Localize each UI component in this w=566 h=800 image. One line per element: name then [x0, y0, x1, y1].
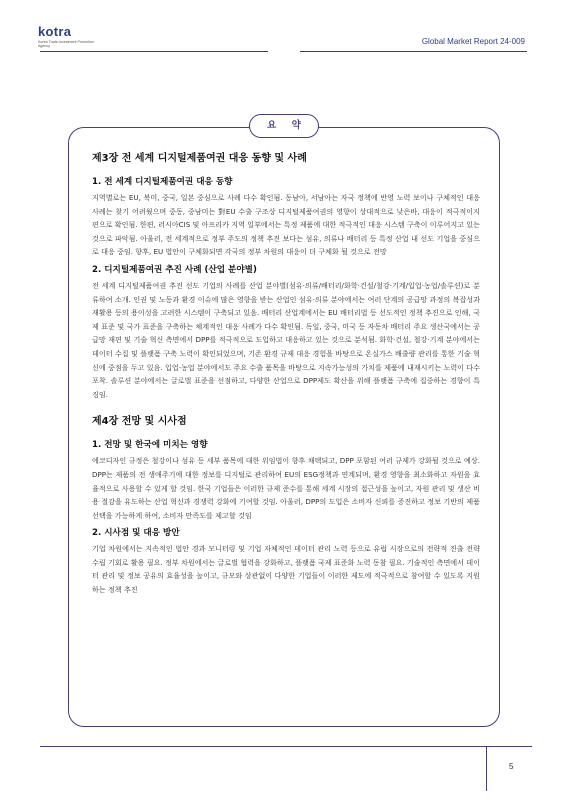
logo-wordmark: kotra — [38, 24, 72, 39]
section-3-2-title: 2. 디지털제품여권 추진 사례 (산업 분야별) — [92, 264, 257, 275]
chapter-3-title: 제3장 전 세계 디지털제품여권 대응 동향 및 사례 — [92, 153, 307, 164]
section-4-1-text: 에코디자인 규정은 철강이나 섬유 등 세부 품목에 대한 위임법이 향후 채택되고, DPP 포함된 여러 규제가 강화될 것으로 예상. DPP는 제품의 전 생애주기에 대한 정보를 디지털로 관리하여 EU의 ESG정책과 연계되며, 환경 영향을 최소화하고 자원을 효율적으로 사용할 수 있게 할 것임. 한국 기업들은 이러한 규제 준수를 통해 세계 시장의 접근성을 높이고, 자원 관리 및 생산 비용 절감을 유도하는 산업 혁신과 경쟁력 강화에 기여할 것임. 아울러, DPP의 도입은 소비자 신뢰를 증진하고 정보 기반의 제품 선택을 가능하게 하여, 소비자 만족도를 제고할 것임 — [92, 456, 480, 520]
footer-divider — [40, 746, 532, 747]
section-4-1-title: 1. 전망 및 한국에 미치는 영향 — [92, 440, 208, 451]
header-divider-left — [40, 51, 268, 52]
section-3-2-text: 전 세계 디지털제품여권 추진 선도 기업의 사례를 산업 분야별(섬유·의류/배터리/화학·건설/철강·기계/입업·농업/솔루션)로 분류하여 소개. 인권 및 노동과 환경 이슈에 많은 영향을 받는 산업인 섬유·의류 분야에서는 여러 단계의 공급망 과정의 복잡성과 재활용 등의 용이성을 고려한 시스템이 구축되고 있음. 배터리 산업계에서는 EU 배터리법 등 선도적인 정책 추진으로 인해, 국제 표준 및 국가 표준을 구축하는 체계적인 대응 사례가 다수 확인됨. 독일, 중국, 미국 등 자동차 배터리 주요 생산국에서는 공급망 재편 및 기술 혁신 측면에서 DPP를 적극적으로 도입하고 대응하고 있는 것으로 분석됨. 화학·건설, 철강·기계 분야에서는 데이터 수집 및 플랫폼 구축 노력이 확인되었으며, 기존 환경 규제 대응 경험을 바탕으로 온실가스 배출량 관리를 통한 기술 혁신에 중점을 두고 있음. 입업·농업 분야에서도 주요 수출 품목을 바탕으로 지속가능성의 가치를 제품에 내재시키는 노력이 다수 포착. 솔루션 분야에서는 글로벌 표준을 선점하고, 다양한 산업으로 DPP제도 확산을 위해 플랫폼 구축에 집중하는 경향이 특징임. — [92, 280, 480, 399]
page-number: 5 — [509, 762, 514, 771]
header-divider-right — [300, 51, 527, 52]
footer-vertical-rule — [486, 746, 487, 791]
section-3-1-title: 1. 전 세계 디지털제품여권 대응 동향 — [92, 177, 233, 187]
summary-content — [92, 148, 480, 602]
section-4-2-text: 기업 차원에서는 지속적인 법안 경과 모니터링 및 기업 자체적인 데이터 관리 노력 등으로 유럽 시장으로의 전략적 진출 전략 수립 기회로 활용 필요. 정부 차원에서는 글로벌 협력을 강화하고, 플랫폼 국제 표준화 노력 동참 필요. 기술적인 측면에서 데이터 관리 및 정보 공유의 효율성을 높이고, 규모와 상관없이 다양한 기업들이 이러한 제도에 적극적으로 참여할 수 있도록 지원하는 정책 추진 — [92, 544, 480, 595]
report-title: Global Market Report 24-009 — [421, 37, 525, 46]
kotra-logo — [38, 26, 98, 48]
chapter-4-title: 제4장 전망 및 시사점 — [92, 416, 187, 428]
summary-tab: 요 약 — [249, 114, 319, 138]
section-3-1-text: 지역별로는 EU, 북미, 중국, 일본 중심으로 사례 다수 확인됨. 동남아, 서남아는 자국 정책에 반영 노력 보이나 구체적인 대응 사례는 찾기 어려웠으며 중동, 중남미는 對EU 수출 구조상 디지털제품여권의 영향이 상대적으로 낮은바, 대응이 적극적이지 편으로 확인됨. 한편, 러시아CIS 및 아프리카 지역 일부에서는 특정 제품에 대한 적극적인 대응 시스템 구축이 이루어지고 있는 것으로 파악됨. 아울러, 전 세계적으로 정부 주도의 정책 추진 보다는 섬유, 의류나 배터리 등 특정 산업 내 선도 기업을 중심으로 대응 중임. 향후, EU 법안이 구체화되면 각국의 정부 차원의 대응이 더 구체화 될 것으로 전망 — [92, 193, 480, 257]
section-4-2-title: 2. 시사점 및 대응 방안 — [92, 528, 180, 539]
logo-subtitle: Korea Trade-Investment Promotion Agency — [38, 40, 94, 49]
